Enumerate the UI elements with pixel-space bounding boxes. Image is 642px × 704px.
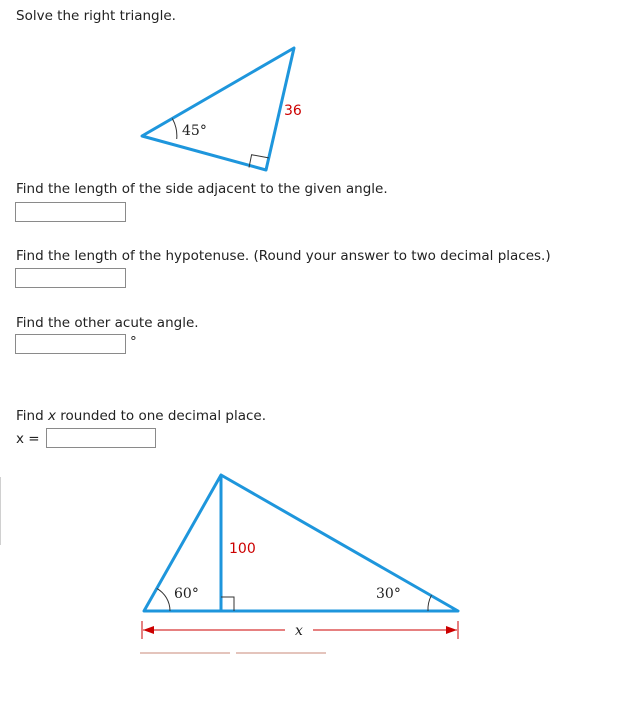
dimension-arrow-left — [143, 626, 154, 634]
question-adjacent-side: Find the length of the side adjacent to the given angle. — [16, 181, 388, 197]
hypotenuse-input[interactable] — [15, 268, 126, 288]
dimension-arrow-right — [446, 626, 457, 634]
altitude-triangle-figure — [130, 465, 480, 665]
triangle-shape — [142, 48, 294, 170]
right-angle-label: 30° — [376, 586, 401, 602]
question-find-x — [16, 408, 266, 424]
angle-label: 45° — [182, 123, 207, 139]
question-find-x-suffix: rounded to one decimal place. — [55, 408, 266, 424]
angle-arc — [172, 119, 177, 140]
left-angle-label: 60° — [174, 586, 199, 602]
side-length-label: 36 — [284, 103, 302, 119]
x-input[interactable] — [46, 428, 156, 448]
problem-prompt: Solve the right triangle. — [16, 8, 176, 24]
x-answer-label: x = — [16, 431, 40, 447]
question-find-x-prefix: Find — [16, 408, 48, 424]
question-hypotenuse: Find the length of the hypotenuse. (Round your answer to two decimal places.) — [16, 248, 551, 264]
right-angle-arc — [428, 595, 432, 611]
altitude-label: 100 — [229, 541, 256, 557]
adjacent-side-input[interactable] — [15, 202, 126, 222]
other-angle-input[interactable] — [15, 334, 126, 354]
right-angle-marker-2 — [221, 597, 234, 611]
question-other-angle: Find the other acute angle. — [16, 315, 199, 331]
right-triangle-figure — [130, 40, 310, 180]
left-edge-divider — [0, 477, 1, 545]
base-label: x — [295, 623, 303, 639]
degree-unit: ° — [130, 334, 137, 350]
left-angle-arc — [157, 588, 170, 611]
question-find-x-variable: x — [47, 408, 56, 424]
